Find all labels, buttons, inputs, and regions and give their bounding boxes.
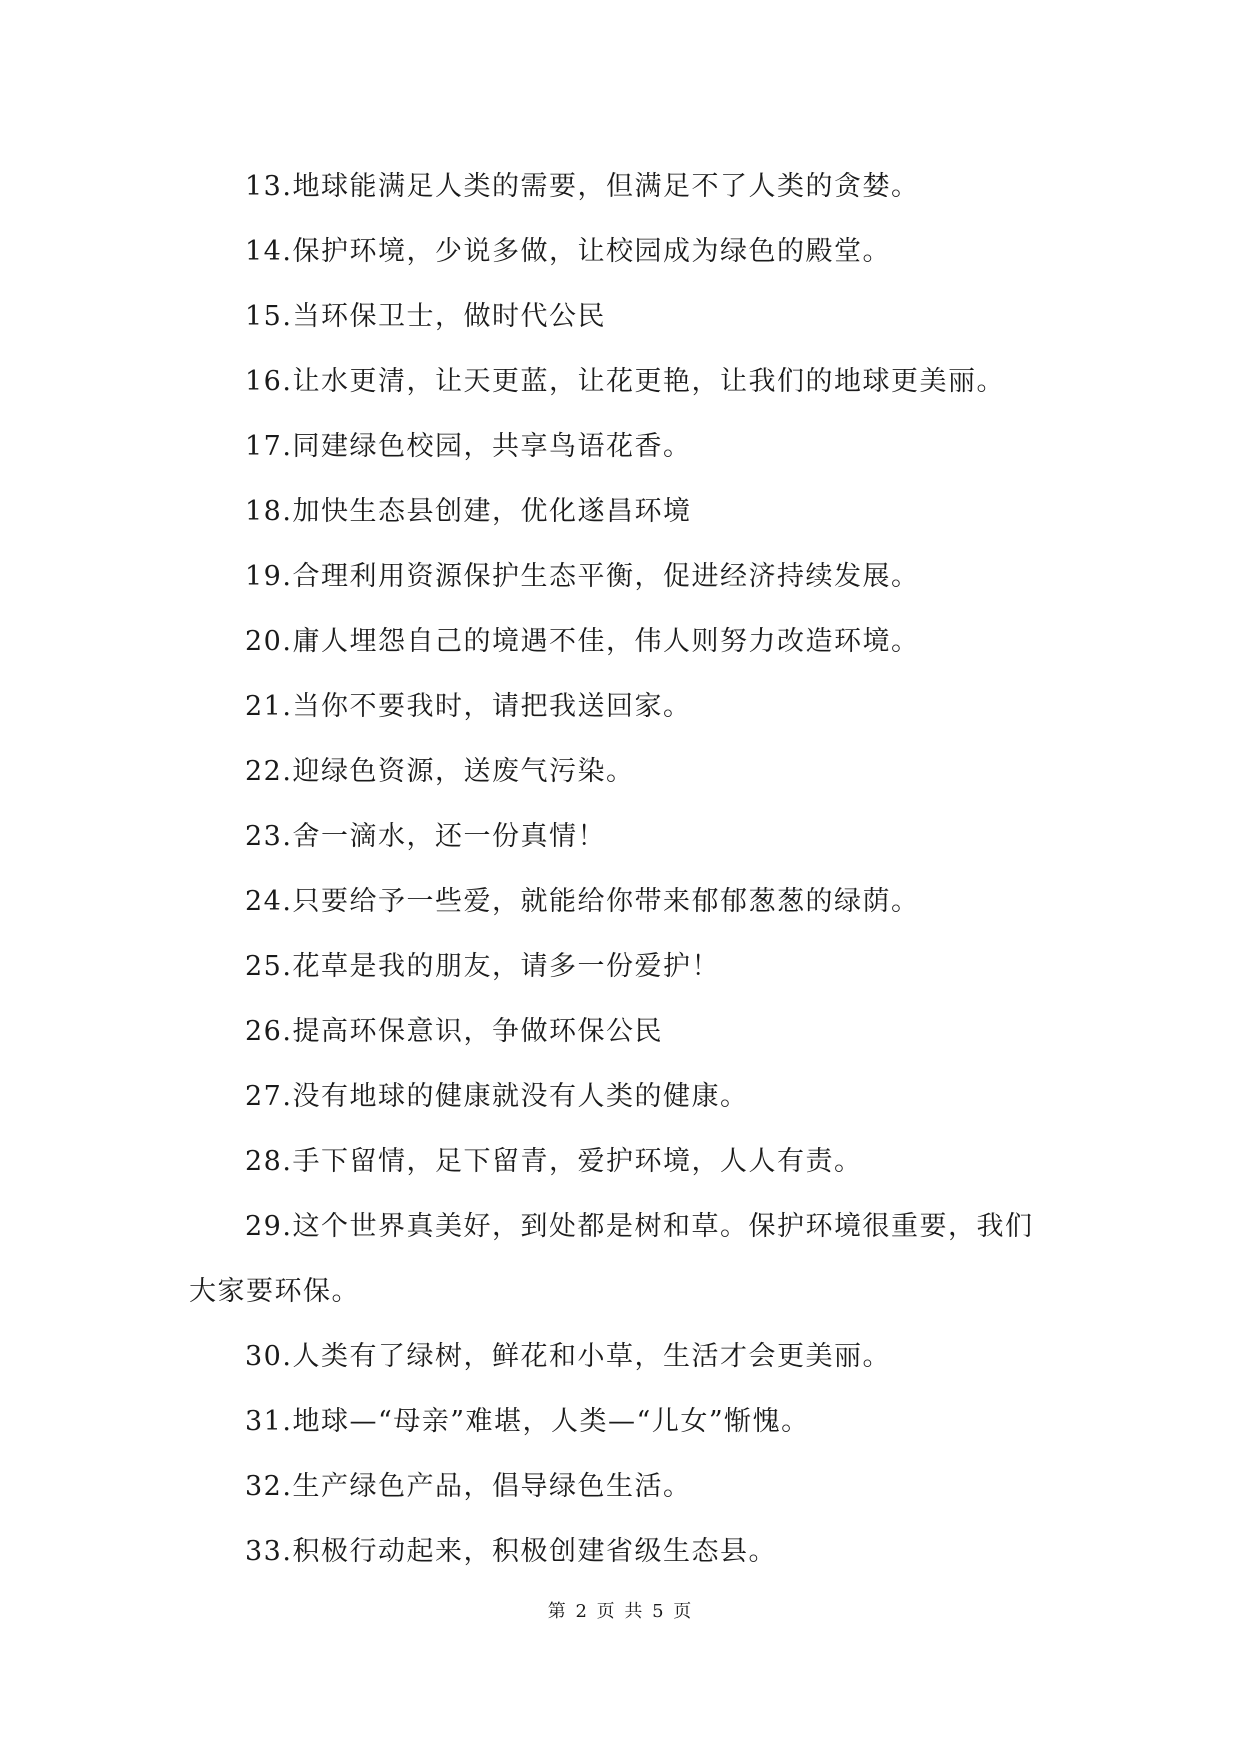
list-item: 14.保护环境，少说多做，让校园成为绿色的殿堂。 [245, 236, 891, 267]
list-item: 31.地球—“母亲”难堪，人类—“儿女”惭愧。 [245, 1406, 810, 1437]
list-item: 23.舍一滴水，还一份真情！ [245, 821, 606, 852]
list-item: 27.没有地球的健康就没有人类的健康。 [245, 1081, 749, 1112]
list-item: 22.迎绿色资源，送废气污染。 [245, 756, 635, 787]
slogan-list [189, 154, 1059, 1584]
list-item: 25.花草是我的朋友，请多一份爱护！ [245, 951, 720, 982]
list-item: 18.加快生态县创建，优化遂昌环境 [245, 496, 692, 527]
list-item: 13.地球能满足人类的需要，但满足不了人类的贪婪。 [245, 171, 920, 202]
list-item: 26.提高环保意识，争做环保公民 [245, 1016, 663, 1047]
list-item: 17.同建绿色校园，共享鸟语花香。 [245, 431, 692, 462]
list-item: 30.人类有了绿树，鲜花和小草，生活才会更美丽。 [245, 1341, 891, 1372]
list-item-line: 29.这个世界真美好，到处都是树和草。保护环境很重要，我们 [245, 1211, 1034, 1242]
list-item: 19.合理利用资源保护生态平衡，促进经济持续发展。 [245, 561, 920, 592]
list-item: 20.庸人埋怨自己的境遇不佳，伟人则努力改造环境。 [245, 626, 920, 657]
list-item: 21.当你不要我时，请把我送回家。 [245, 691, 692, 722]
list-item: 15.当环保卫士，做时代公民 [245, 301, 606, 332]
list-item: 16.让水更清，让天更蓝，让花更艳，让我们的地球更美丽。 [245, 366, 1005, 397]
list-item: 32.生产绿色产品，倡导绿色生活。 [245, 1471, 692, 1502]
list-item-continuation: 大家要环保。 [189, 1276, 360, 1307]
page-indicator: 第 2 页 共 5 页 [547, 1601, 694, 1622]
list-item-multiline [189, 1194, 1059, 1324]
list-item: 24.只要给予一些爱，就能给你带来郁郁葱葱的绿荫。 [245, 886, 920, 917]
list-item: 28.手下留情，足下留青，爱护环境，人人有责。 [245, 1146, 863, 1177]
list-item: 33.积极行动起来，积极创建省级生态县。 [245, 1536, 777, 1567]
